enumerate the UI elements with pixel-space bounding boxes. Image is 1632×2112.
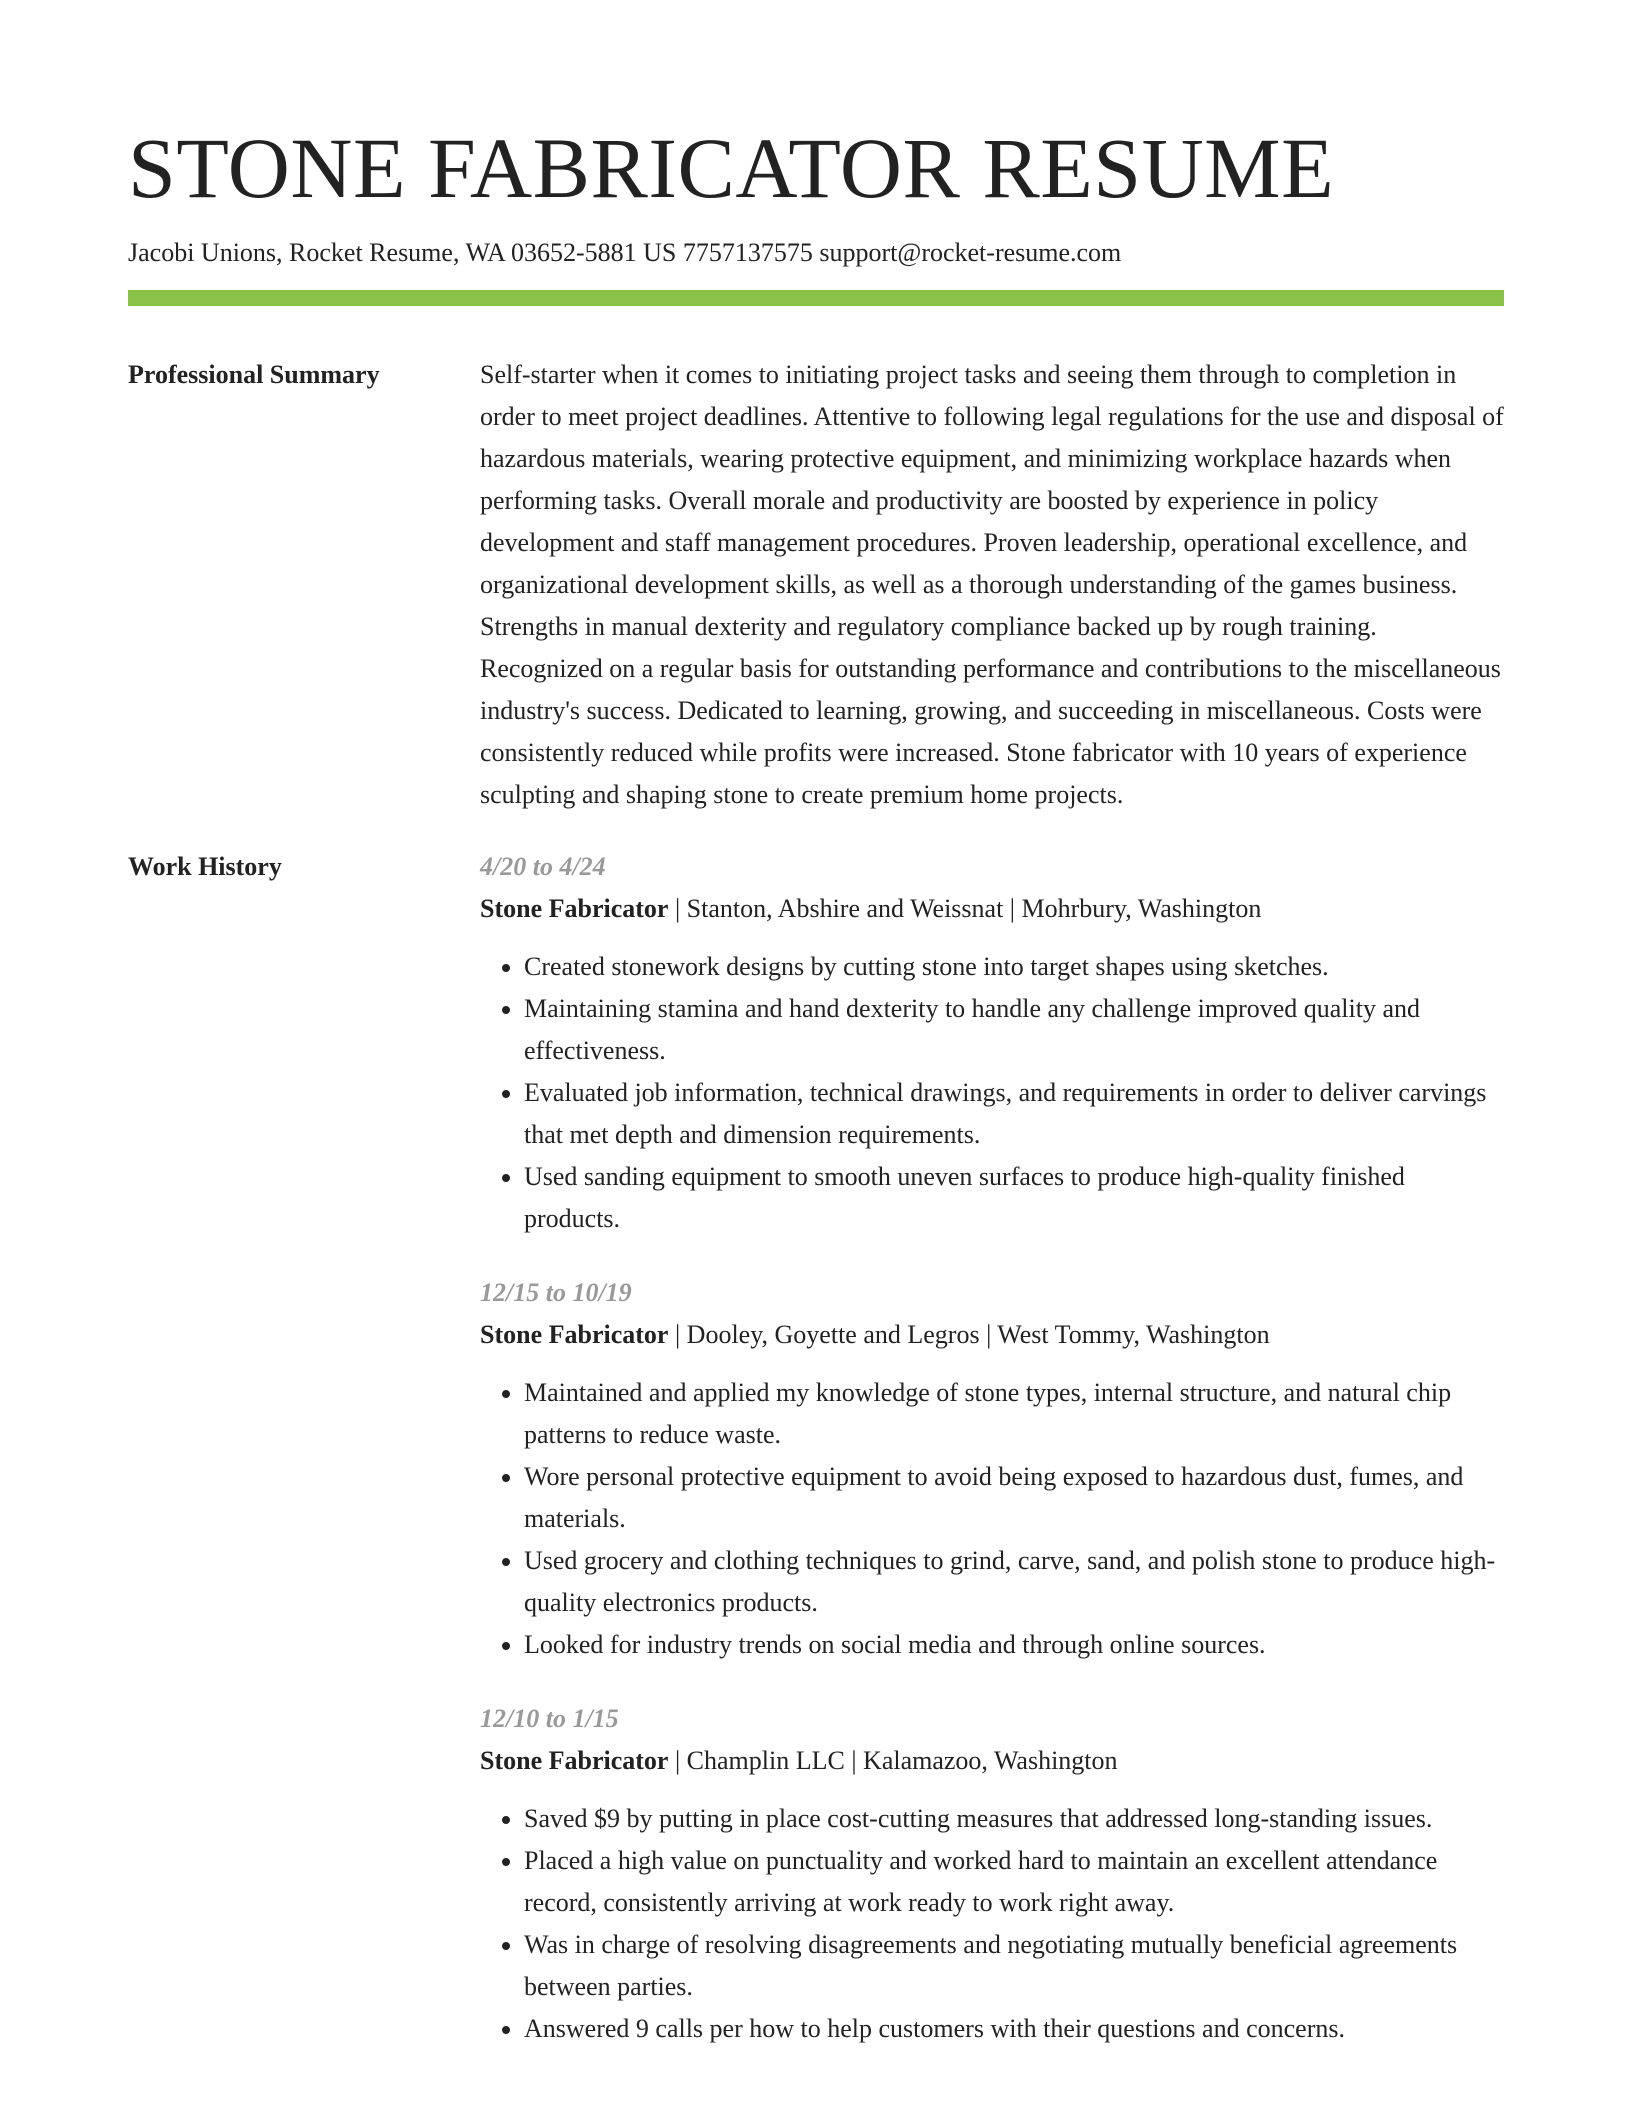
job-details: | Dooley, Goyette and Legros | West Tommy, Washington	[668, 1320, 1270, 1349]
work-history-list	[480, 846, 1504, 2082]
job-heading	[480, 888, 1504, 930]
job-bullets	[480, 1798, 1504, 2050]
job-bullet: • Was in charge of resolving disagreements and negotiating mutually beneficial agreements between parties.	[524, 1924, 1504, 2008]
professional-summary-section	[128, 354, 1504, 816]
contact-line: Jacobi Unions, Rocket Resume, WA 03652-5881 US 7757137575 support@rocket-resume.com	[128, 238, 1122, 267]
job-bullet: • Used sanding equipment to smooth uneven surfaces to produce high-quality finished products.	[524, 1156, 1504, 1240]
job-bullet: • Evaluated job information, technical drawings, and requirements in order to deliver carvings that met depth and dimension requirements.	[524, 1072, 1504, 1156]
job-bullet: • Maintained and applied my knowledge of stone types, internal structure, and natural chip patterns to reduce waste.	[524, 1372, 1504, 1456]
job-bullet: • Saved $9 by putting in place cost-cutting measures that addressed long-standing issues.	[524, 1798, 1504, 1840]
section-label-work-history: Work History	[128, 852, 282, 881]
job-bullets	[480, 946, 1504, 1240]
accent-divider	[128, 290, 1504, 306]
resume-title: STONE FABRICATOR RESUME	[128, 120, 1335, 216]
job-entry	[480, 1698, 1504, 2050]
job-bullet: • Answered 9 calls per how to help customers with their questions and concerns.	[524, 2008, 1504, 2050]
job-bullet: • Created stonework designs by cutting stone into target shapes using sketches.	[524, 946, 1504, 988]
job-title: Stone Fabricator	[480, 1320, 669, 1349]
job-entry	[480, 1272, 1504, 1666]
job-dates: 12/10 to 1/15	[480, 1704, 619, 1733]
job-bullet: • Wore personal protective equipment to avoid being exposed to hazardous dust, fumes, and materials.	[524, 1456, 1504, 1540]
job-entry	[480, 846, 1504, 1240]
work-history-section	[128, 846, 1504, 2082]
job-bullet: • Looked for industry trends on social media and through online sources.	[524, 1624, 1504, 1666]
resume-page	[128, 0, 1504, 2082]
job-heading	[480, 1314, 1504, 1356]
job-title: Stone Fabricator	[480, 894, 669, 923]
summary-text: Self-starter when it comes to initiating project tasks and seeing them through to completion in order to meet project deadlines. Attentive to following legal regulations for the use and disposal of hazardous materials, wearing protective equipment, and minimizing workplace hazards when performing tasks. Overall morale and productivity are boosted by experience in policy development and staff management procedures. Proven leadership, operational excellence, and organizational development skills, as well as a thorough understanding of the games business. Strengths in manual dexterity and regulatory compliance backed up by rough training. Recognized on a regular basis for outstanding performance and contributions to the miscellaneous industry's success. Dedicated to learning, growing, and succeeding in miscellaneous. Costs were consistently reduced while profits were increased. Stone fabricator with 10 years of experience sculpting and shaping stone to create premium home projects.	[480, 360, 1504, 809]
section-label-summary: Professional Summary	[128, 360, 380, 389]
job-heading	[480, 1740, 1504, 1782]
job-bullet: • Used grocery and clothing techniques to grind, carve, sand, and polish stone to produce high-quality electronics products.	[524, 1540, 1504, 1624]
job-bullet: • Placed a high value on punctuality and worked hard to maintain an excellent attendance record, consistently arriving at work ready to work right away.	[524, 1840, 1504, 1924]
job-dates: 12/15 to 10/19	[480, 1278, 632, 1307]
job-details: | Champlin LLC | Kalamazoo, Washington	[668, 1746, 1118, 1775]
job-bullet: • Maintaining stamina and hand dexterity to handle any challenge improved quality and effectiveness.	[524, 988, 1504, 1072]
job-bullets	[480, 1372, 1504, 1666]
job-dates: 4/20 to 4/24	[480, 852, 606, 881]
job-title: Stone Fabricator	[480, 1746, 669, 1775]
job-details: | Stanton, Abshire and Weissnat | Mohrbury, Washington	[668, 894, 1262, 923]
